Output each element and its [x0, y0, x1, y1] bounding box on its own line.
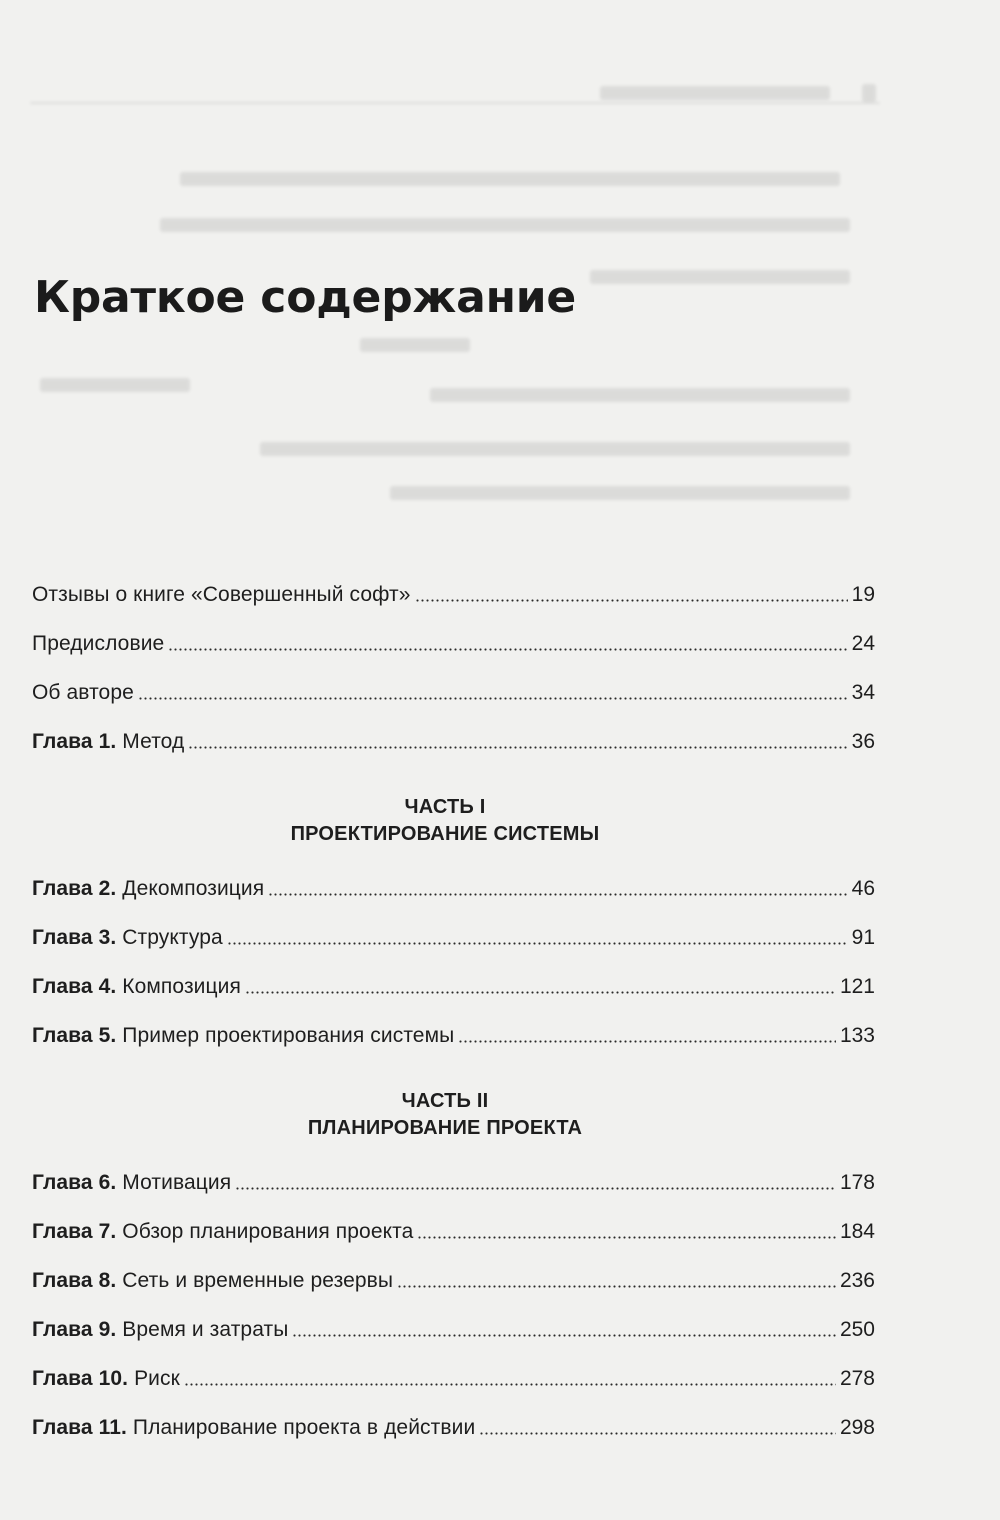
part-heading — [0, 1088, 890, 1142]
part-number: ЧАСТЬ I — [404, 796, 486, 818]
dot-leader — [188, 746, 847, 749]
toc-entry[interactable] — [32, 1359, 875, 1389]
toc-entry[interactable] — [32, 722, 875, 752]
dot-leader — [235, 1187, 836, 1190]
toc-entry[interactable] — [32, 673, 875, 703]
dot-leader — [458, 1040, 836, 1043]
dot-leader — [168, 648, 847, 651]
toc-page-number: 236 — [839, 1269, 875, 1292]
toc-page-number: 34 — [851, 681, 875, 704]
toc-entry-label: Отзывы о книге «Совершенный софт» — [32, 583, 411, 606]
dot-leader — [397, 1285, 836, 1288]
part-name: ПРОЕКТИРОВАНИЕ СИСТЕМЫ — [290, 823, 600, 845]
toc-page-number: 46 — [851, 877, 875, 900]
toc-entry[interactable] — [32, 1408, 875, 1438]
toc-entry-label: Глава 8. Сеть и временные резервы — [32, 1269, 394, 1292]
toc-entry[interactable] — [32, 918, 875, 948]
toc-entry[interactable] — [32, 1310, 875, 1340]
dot-leader — [245, 991, 836, 994]
toc-page-number: 91 — [851, 926, 875, 949]
toc-entry[interactable] — [32, 1163, 875, 1193]
toc-entry[interactable] — [32, 1212, 875, 1242]
toc-entry-label: Глава 2. Декомпозиция — [32, 877, 265, 900]
toc-entry-label: Глава 1. Метод — [32, 730, 185, 753]
dot-leader — [138, 697, 848, 700]
page-title: Краткое содержание — [34, 272, 577, 323]
toc-entry[interactable] — [32, 1261, 875, 1291]
dot-leader — [479, 1432, 836, 1435]
toc-entry-label: Глава 3. Структура — [32, 926, 223, 949]
dot-leader — [292, 1334, 836, 1337]
toc-entry-label: Предисловие — [32, 632, 165, 655]
dot-leader — [417, 1236, 836, 1239]
toc-page-number: 19 — [851, 583, 875, 606]
toc-entry-label: Глава 6. Мотивация — [32, 1171, 232, 1194]
dot-leader — [184, 1383, 836, 1386]
part-number: ЧАСТЬ II — [401, 1090, 489, 1112]
toc-entry-label: Глава 10. Риск — [32, 1367, 180, 1390]
dot-leader — [268, 893, 847, 896]
toc-entry[interactable] — [32, 624, 875, 654]
part-heading — [0, 794, 890, 848]
toc-page-number: 133 — [839, 1024, 875, 1047]
toc-page-number: 24 — [851, 632, 875, 655]
toc-entry-label: Глава 11. Планирование проекта в действии — [32, 1416, 476, 1439]
toc-entry[interactable] — [32, 575, 875, 605]
toc-entry[interactable] — [32, 1016, 875, 1046]
toc-page-number: 178 — [839, 1171, 875, 1194]
toc-entry-label: Глава 4. Композиция — [32, 975, 241, 998]
toc-page-number: 36 — [851, 730, 875, 753]
part-name: ПЛАНИРОВАНИЕ ПРОЕКТА — [307, 1117, 583, 1139]
toc-entry[interactable] — [32, 869, 875, 899]
dot-leader — [415, 599, 848, 602]
dot-leader — [227, 942, 848, 945]
toc-page-number: 298 — [839, 1416, 875, 1439]
toc-entry-label: Глава 5. Пример проектирования системы — [32, 1024, 455, 1047]
toc-page-number: 278 — [839, 1367, 875, 1390]
toc-entry-label: Об авторе — [32, 681, 134, 704]
toc-page-number: 121 — [839, 975, 875, 998]
toc-page-number: 184 — [839, 1220, 875, 1243]
toc-entry[interactable] — [32, 967, 875, 997]
toc-entry-label: Глава 7. Обзор планирования проекта — [32, 1220, 414, 1243]
toc-page-number: 250 — [839, 1318, 875, 1341]
toc-entry-label: Глава 9. Время и затраты — [32, 1318, 289, 1341]
